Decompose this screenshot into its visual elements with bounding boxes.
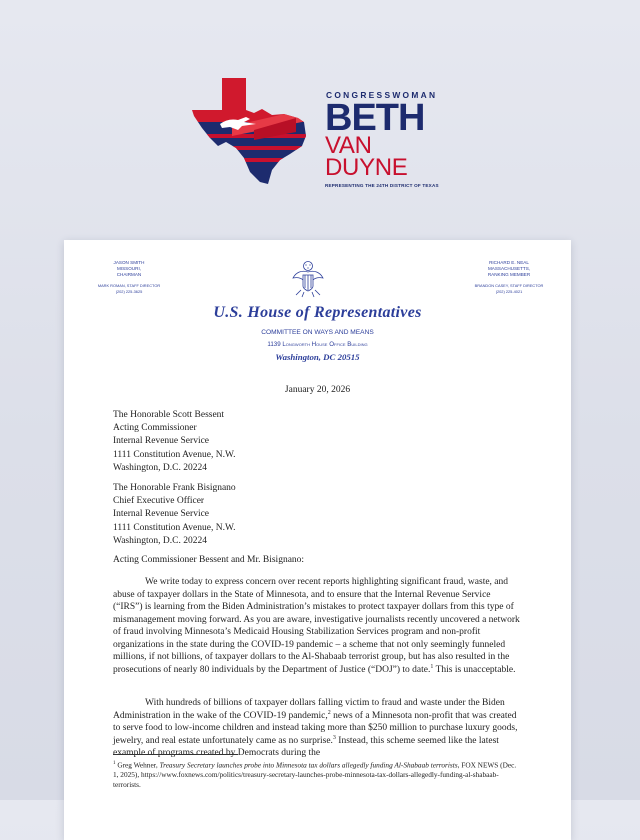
footnote-title: Treasury Secretary launches probe into Minnesota tax dollars allegedly funding Al-Shabaab terrorists	[159, 760, 458, 770]
addressee-line: 1111 Constitution Avenue, N.W.	[113, 449, 236, 460]
logo-last-name: VAN DUYNE	[325, 132, 408, 181]
addressee-line: Acting Commissioner	[113, 423, 197, 434]
logo-eyebrow: CONGRESSWOMAN	[326, 90, 438, 100]
paragraph-2	[113, 697, 521, 760]
paragraph-2-text: Instead, this scheme seemed like the latest example of programs created by Democrats during the	[113, 735, 499, 758]
addressee-line: Internal Revenue Service	[113, 436, 210, 447]
footnote-number: 1	[113, 761, 116, 766]
paragraph-2-text: With hundreds of billions of taxpayer dollars falling victim to fraud and waste under the Biden Administration in the wake of the COVID-19 pandemic,	[113, 698, 505, 721]
footnote-ref: 1	[430, 663, 434, 670]
ranking-member-name: RICHARD E. NEAL	[489, 260, 529, 265]
chairman-state: MISSOURI,	[117, 266, 141, 271]
addressee-line: The Honorable Scott Bessent	[113, 410, 225, 420]
addressee-line: Washington, D.C. 20224	[113, 462, 207, 473]
paragraph-1-tail: This is unacceptable.	[433, 664, 516, 675]
house-title: U.S. House of Representatives	[213, 304, 422, 321]
addressee-line: The Honorable Frank Bisignano	[113, 483, 236, 493]
addressee-line: Washington, D.C. 20224	[113, 535, 207, 546]
campaign-logo	[192, 74, 452, 188]
committee-name: COMMITTEE ON WAYS AND MEANS	[261, 329, 374, 336]
footnote-1	[113, 759, 523, 789]
addressee-block-1	[113, 409, 235, 475]
logo-first-name: BETH	[325, 97, 425, 139]
logo-tagline: REPRESENTING THE 24TH DISTRICT OF TEXAS	[325, 183, 439, 188]
ranking-member-role: RANKING MEMBER	[487, 272, 531, 277]
chairman-block	[84, 260, 174, 295]
footnote-ref: 3	[332, 734, 336, 741]
committee-city: Washington, DC 20515	[275, 352, 360, 362]
ranking-member-state: MASSACHUSETTS,	[487, 266, 531, 271]
chairman-phone: (202) 225-3625	[115, 289, 143, 294]
footnote-ref: 2	[327, 709, 331, 716]
addressee-line: 1111 Constitution Avenue, N.W.	[113, 522, 236, 533]
eagle-seal-icon	[292, 260, 324, 298]
addressee-line: Internal Revenue Service	[113, 509, 210, 520]
footnote-divider	[113, 754, 238, 755]
committee-address: 1139 Longworth House Office Building	[267, 341, 368, 348]
letter-page	[64, 240, 571, 840]
paragraph-1-text: We write today to express concern over recent reports highlighting significant fraud, waste, and abuse of taxpayer dollars in the State of Minnesota, and to ensure that the Internal Revenue Service (“IRS”) is learning from the Biden Administration’s mistakes to protect taxpayer dollars from this type of mismanagement moving forward. As you are aware, investigative journalists recently uncovered a network of fraud involving Minnesota’s Medicaid Housing Stabilization Services program and non-profit organizations in the state during the COVID-19 pandemic – a scheme that not only seemingly funneled millions, if not billions, of taxpayer dollars to the Al-Shabaab terrorist group, but has also resulted in the prosecutions of nearly 80 individuals by the Department of Justice (“DOJ”) to date.	[113, 577, 520, 675]
letter-date: January 20, 2026	[284, 385, 351, 395]
salutation: Acting Commissioner Bessent and Mr. Bisignano:	[113, 555, 305, 565]
chairman-name: JASON SMITH	[113, 260, 145, 265]
addressee-line: Chief Executive Officer	[113, 496, 205, 507]
ranking-member-phone: (202) 225-4021	[495, 289, 523, 294]
chairman-role: CHAIRMAN	[116, 272, 142, 277]
footnote-source: , FOX NEWS (Dec. 1, 2025), https://www.foxnews.com/politics/treasury-secretary-launches-probe-minnesota-tax-dollars-allegedly-funding-al-shabaab-terrorists.	[113, 760, 517, 789]
paragraph-1	[113, 576, 521, 676]
texas-map-icon	[192, 74, 310, 186]
addressee-block-2	[113, 482, 236, 548]
ranking-member-staff: BRANDON CASEY, STAFF DIRECTOR	[474, 283, 544, 288]
chairman-staff: MARK ROMAN, STAFF DIRECTOR	[97, 283, 161, 288]
ranking-member-block	[464, 260, 554, 295]
footnote-author: Greg Wehner,	[115, 760, 160, 770]
paragraph-2-text: news of a Minnesota non-profit that was created to serve food to low-income children and instead taking more than $250 million to purchase luxury goods, jewelry, and real estate unfortunately came as no surprise.	[113, 710, 518, 746]
brand-wordmark	[325, 90, 447, 188]
